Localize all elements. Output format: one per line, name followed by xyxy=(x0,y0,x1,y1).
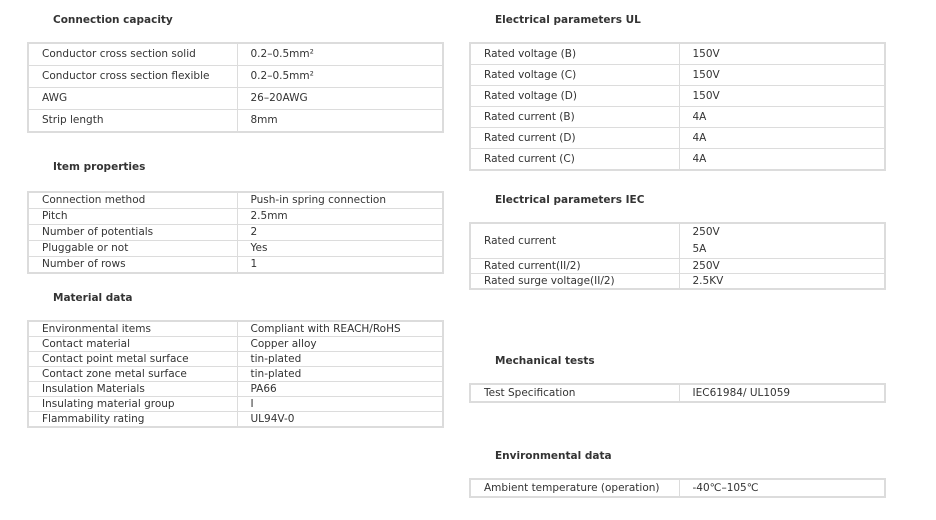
row-label: Rated voltage (D) xyxy=(470,86,679,107)
row-label: Test Specification xyxy=(470,384,679,402)
row-label: Number of rows xyxy=(28,257,237,274)
table-row xyxy=(28,241,443,257)
table-row xyxy=(470,259,885,274)
mechanical-tests-table xyxy=(469,383,886,403)
row-label: Rated current(II/2) xyxy=(470,259,679,274)
row-label: Contact material xyxy=(28,337,237,352)
row-label: Conductor cross section flexible xyxy=(28,66,237,88)
table-row xyxy=(470,107,885,128)
row-value: 1 xyxy=(237,257,443,274)
row-value: 150V xyxy=(679,86,885,107)
table-row xyxy=(28,321,443,337)
table-row xyxy=(28,88,443,110)
row-label: AWG xyxy=(28,88,237,110)
electrical-iec-table xyxy=(469,222,886,290)
item-properties-table xyxy=(27,191,444,274)
row-value: Yes xyxy=(237,241,443,257)
table-row xyxy=(28,192,443,209)
table-row xyxy=(28,367,443,382)
table-row xyxy=(470,384,885,402)
row-value-line: 5A xyxy=(692,243,707,255)
electrical-ul-title: Electrical parameters UL xyxy=(495,14,641,26)
row-value: Ⅰ xyxy=(237,397,443,412)
table-row xyxy=(470,274,885,290)
row-value: 4A xyxy=(679,149,885,171)
row-value: 2 xyxy=(237,225,443,241)
table-row xyxy=(470,86,885,107)
table-row xyxy=(470,479,885,497)
row-value: 0.2–0.5mm² xyxy=(237,43,443,66)
row-label: Pitch xyxy=(28,209,237,225)
row-label: Flammability rating xyxy=(28,412,237,428)
row-value: tin-plated xyxy=(237,367,443,382)
table-row xyxy=(28,257,443,274)
table-row xyxy=(470,43,885,65)
row-value: -40℃–105℃ xyxy=(679,479,885,497)
row-value: Copper alloy xyxy=(237,337,443,352)
row-value: PA66 xyxy=(237,382,443,397)
row-label: Rated current xyxy=(470,223,679,259)
row-value: IEC61984/ UL1059 xyxy=(679,384,885,402)
table-row xyxy=(28,209,443,225)
row-label: Environmental items xyxy=(28,321,237,337)
row-value: tin-plated xyxy=(237,352,443,367)
row-value: 26–20AWG xyxy=(237,88,443,110)
row-label: Rated voltage (B) xyxy=(470,43,679,65)
row-value: 4A xyxy=(679,128,885,149)
row-label: Insulation Materials xyxy=(28,382,237,397)
row-label: Contact zone metal surface xyxy=(28,367,237,382)
row-label: Ambient temperature (operation) xyxy=(470,479,679,497)
table-row xyxy=(28,397,443,412)
row-value: 8mm xyxy=(237,110,443,133)
table-row xyxy=(470,65,885,86)
row-label: Number of potentials xyxy=(28,225,237,241)
table-row xyxy=(470,223,885,259)
row-value: 2.5KV xyxy=(679,274,885,290)
row-value: UL94V-0 xyxy=(237,412,443,428)
row-value xyxy=(679,223,885,259)
mechanical-tests-title: Mechanical tests xyxy=(495,355,595,367)
electrical-ul-table xyxy=(469,42,886,171)
environmental-data-title: Environmental data xyxy=(495,450,612,462)
row-value: Push-in spring connection xyxy=(237,192,443,209)
table-row xyxy=(28,66,443,88)
row-label: Pluggable or not xyxy=(28,241,237,257)
item-properties-title: Item properties xyxy=(53,161,146,173)
row-label: Rated current (C) xyxy=(470,149,679,171)
table-row xyxy=(28,225,443,241)
connection-capacity-table xyxy=(27,42,444,133)
row-value: 0.2–0.5mm² xyxy=(237,66,443,88)
row-label: Insulating material group xyxy=(28,397,237,412)
table-row xyxy=(470,128,885,149)
connection-capacity-title: Connection capacity xyxy=(53,14,173,26)
table-row xyxy=(28,412,443,428)
row-label: Rated voltage (C) xyxy=(470,65,679,86)
row-value: Compliant with REACH/RoHS xyxy=(237,321,443,337)
table-row xyxy=(28,382,443,397)
electrical-iec-title: Electrical parameters IEC xyxy=(495,194,645,206)
row-value: 4A xyxy=(679,107,885,128)
row-value: 2.5mm xyxy=(237,209,443,225)
row-value: 150V xyxy=(679,43,885,65)
material-data-table xyxy=(27,320,444,428)
row-label: Rated current (B) xyxy=(470,107,679,128)
row-label: Rated current (D) xyxy=(470,128,679,149)
row-value: 150V xyxy=(679,65,885,86)
table-row xyxy=(470,149,885,171)
table-row xyxy=(28,43,443,66)
row-label: Contact point metal surface xyxy=(28,352,237,367)
material-data-title: Material data xyxy=(53,292,133,304)
table-row xyxy=(28,352,443,367)
environmental-data-table xyxy=(469,478,886,498)
row-label: Strip length xyxy=(28,110,237,133)
row-label: Rated surge voltage(II/2) xyxy=(470,274,679,290)
row-value: 250V xyxy=(679,259,885,274)
row-label: Connection method xyxy=(28,192,237,209)
table-row xyxy=(28,337,443,352)
row-label: Conductor cross section solid xyxy=(28,43,237,66)
row-value-line: 250V xyxy=(692,226,720,238)
table-row xyxy=(28,110,443,133)
